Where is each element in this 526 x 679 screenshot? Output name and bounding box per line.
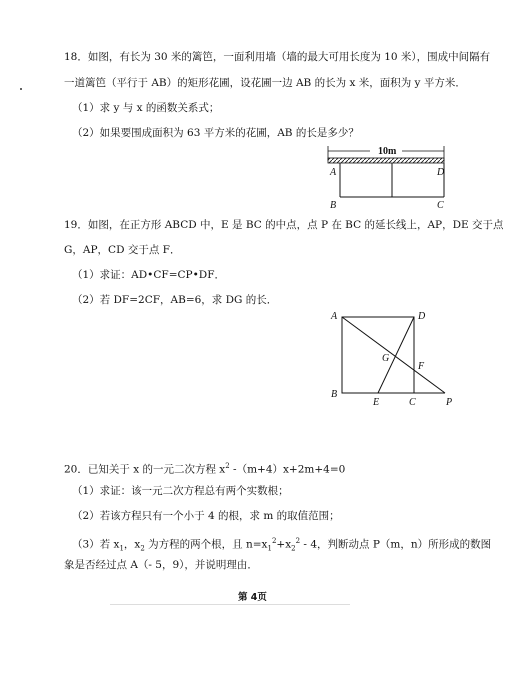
sub-3: 1 (267, 544, 272, 553)
q20-part3-text-d: +x (276, 538, 292, 551)
q18-part1: （1）求 y 与 x 的函数关系式； (72, 102, 220, 114)
q20-part3-text-e: - 4，判断动点 P（m，n）所形成的数图 (300, 538, 492, 551)
q20-stem (64, 459, 345, 477)
page-number: 第 4页 (238, 592, 267, 603)
sup-4: 2 (295, 537, 301, 545)
wall (328, 158, 444, 163)
square-ABCD (342, 317, 414, 393)
label-C: C (437, 200, 444, 211)
q19-part2: （2）若 DF=2CF，AB=6，求 DG 的长． (72, 294, 278, 306)
label-E: E (373, 397, 380, 408)
q19-square-figure (325, 305, 465, 410)
sub-1: 1 (119, 544, 124, 553)
label-P: P (446, 397, 453, 408)
margin-dot (20, 88, 22, 90)
q20-part3-text-c: 为方程的两个根，且 n=x (144, 538, 268, 551)
q18-part2: （2）如果要围成面积为 63 平方米的花圃，AB 的长是多少？ (72, 127, 359, 139)
q20-part3-text-a: （3）若 x (72, 538, 120, 551)
label-C: C (409, 397, 416, 408)
sup-3: 2 (271, 537, 277, 545)
q20-stem-exponent: 2 (225, 462, 230, 470)
label-G: G (382, 353, 390, 364)
q18-garden-figure (320, 140, 470, 212)
label-F: F (418, 361, 425, 372)
q18-stem-line2: 一道篱笆（平行于 AB）的矩形花圃，设花圃一边 AB 的长为 x 米，面积为 y 平方米． (64, 77, 466, 89)
q20-part2: （2）若该方程只有一个小于 4 的根，求 m 的取值范围； (72, 510, 340, 522)
segment-AP (342, 317, 445, 393)
q20-part3 (72, 534, 491, 556)
q19-stem-line2: G，AP，CD 交于点 F． (64, 244, 181, 256)
wall-length-label: 10m (378, 146, 397, 157)
sub-4: 2 (291, 544, 296, 553)
label-A: A (331, 311, 338, 322)
footer-divider (110, 604, 350, 605)
label-B: B (330, 200, 337, 211)
label-B: B (331, 389, 338, 400)
label-D: D (437, 167, 445, 178)
q20-stem-equation: -（m+4）x+2m+4=0 (229, 463, 346, 476)
label-A: A (330, 167, 337, 178)
q20-part3-text-b: ，x (123, 538, 141, 551)
q20-part1: （1）求证：该一元二次方程总有两个实数根； (72, 485, 289, 497)
q18-stem-line1: 18．如图，有长为 30 米的篱笆，一面利用墙（墙的最大可用长度为 10 米），围成中间隔有 (64, 51, 491, 63)
q20-part3-line2: 象是否经过点 A（- 5，9），并说明理由． (64, 559, 258, 571)
label-D: D (418, 311, 426, 322)
q19-stem-line1: 19．如图，在正方形 ABCD 中，E 是 BC 的中点，点 P 在 BC 的延长线上，AP，DE 交于点 (64, 219, 504, 231)
q20-stem-text: 20．已知关于 x 的一元二次方程 x (64, 463, 226, 476)
q19-part1: （1）求证：AD•CF=CP•DF． (72, 269, 225, 281)
sub-2: 2 (140, 544, 145, 553)
